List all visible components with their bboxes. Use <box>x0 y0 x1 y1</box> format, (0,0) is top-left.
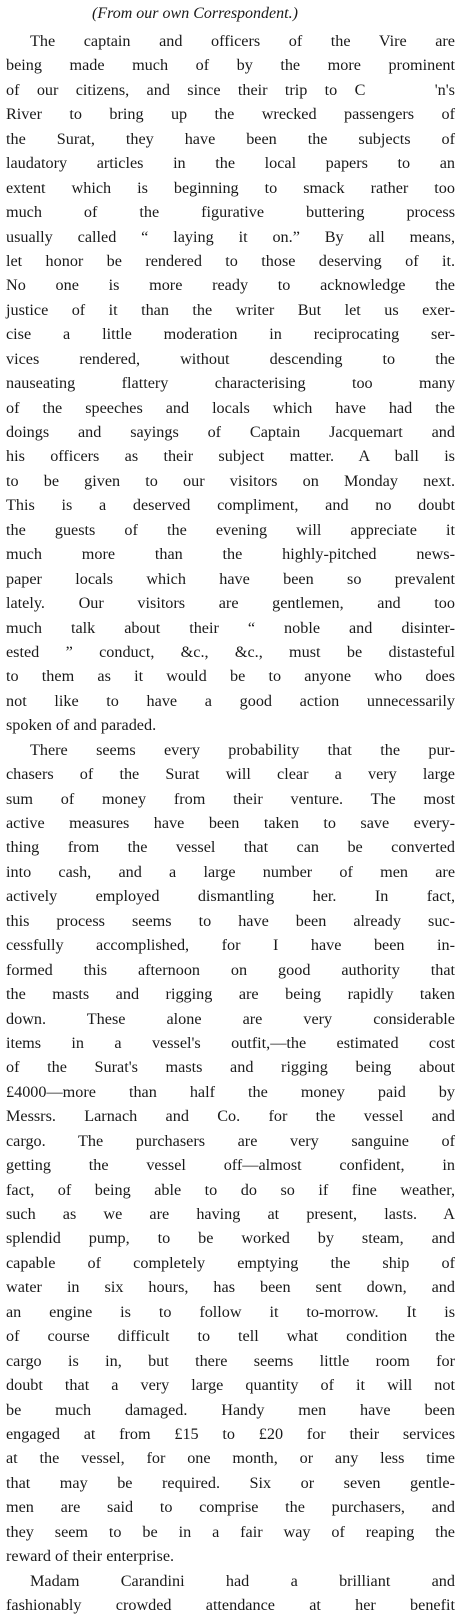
text-line: they seem to be in a fair way of reaping the <box>6 1522 455 1541</box>
text-line: much talk about their “ noble and disinter- <box>6 618 455 637</box>
text-line: There seems every probability that the pur- <box>30 740 455 759</box>
text-line: cargo is in, but there seems little room for <box>6 1351 455 1370</box>
text-line: cessfully accomplished, for I have been in- <box>6 936 455 955</box>
text-line: capable of completely emptying the ship of <box>6 1253 455 1272</box>
text-line: fact, of being able to do so if fine weather, <box>6 1180 455 1199</box>
text-line: The captain and officers of the Vire are <box>30 32 455 50</box>
text-line: sum of money from their venture. The most <box>6 789 455 808</box>
text-line: to be given to our visitors on Monday next. <box>6 471 455 490</box>
text-line: paper locals which have been so prevalent <box>6 569 455 588</box>
text-line: cise a little moderation in reciprocating ser- <box>6 325 455 344</box>
text-line: of course difficult to tell what condition the <box>6 1327 455 1346</box>
paragraph <box>6 29 455 738</box>
text-line: actively employed dismantling her. In fact, <box>6 887 455 906</box>
text-line: of the Surat's masts and rigging being about <box>6 1058 455 1077</box>
text-line: the masts and rigging are being rapidly taken <box>6 985 455 1004</box>
text-line: not like to have a good action unnecessarily <box>6 691 455 710</box>
text-line: down. These alone are very considerable <box>6 1009 455 1028</box>
text-line: this process seems to have been already suc- <box>6 911 455 930</box>
text-line: extent which is beginning to smack rather too <box>6 178 455 197</box>
text-line: fashionably crowded attendance at her benefit <box>6 1596 455 1614</box>
text-line: vices rendered, without descending to the <box>6 349 455 368</box>
text-line: spoken of and paraded. <box>6 716 157 735</box>
text-line: at the vessel, for one month, or any less time <box>6 1449 455 1468</box>
text-line: getting the vessel off—almost confident, in <box>6 1156 455 1175</box>
paragraph <box>6 738 455 1569</box>
text-line: items in a vessel's outfit,—the estimated cost <box>6 1033 455 1052</box>
text-line: reward of their enterprise. <box>6 1547 175 1566</box>
text-line: Messrs. Larnach and Co. for the vessel and <box>6 1107 455 1126</box>
paragraph <box>6 1569 455 1617</box>
correspondent-header: (From our own Correspondent.) <box>92 5 298 22</box>
text-line: that may be required. Six or seven gentle- <box>6 1473 455 1492</box>
text-line: £4000—more than half the money paid by <box>6 1082 455 1101</box>
text-line: an engine is to follow it to-morrow. It is <box>6 1302 455 1321</box>
text-line: doings and sayings of Captain Jacquemart and <box>6 423 455 441</box>
text-line: to them as it would be to anyone who does <box>6 667 455 686</box>
text-line: usually called “ laying it on.” By all means, <box>6 227 455 246</box>
text-line: cargo. The purchasers are very sanguine of <box>6 1131 455 1150</box>
text-line: This is a deserved compliment, and no doubt <box>6 496 455 515</box>
text-line: into cash, and a large number of men are <box>6 862 455 881</box>
text-line: engaged at from £15 to £20 for their services <box>6 1424 455 1443</box>
text-line: of the speeches and locals which have had the <box>6 398 455 417</box>
text-line: nauseating flattery characterising too many <box>6 374 455 393</box>
text-line: the Surat, they have been the subjects of <box>6 129 455 148</box>
text-line: justice of it than the writer But let us exer- <box>6 300 455 319</box>
text-line: his officers as their subject matter. A ball is <box>6 447 455 466</box>
text-line: being made much of by the more prominent <box>6 56 455 75</box>
text-line: active measures have been taken to save every- <box>6 814 455 832</box>
text-line: chasers of the Surat will clear a very large <box>6 765 455 784</box>
article-body <box>6 29 455 1617</box>
text-line: laudatory articles in the local papers to an <box>6 154 455 173</box>
text-line: doubt that a very large quantity of it will not <box>6 1376 455 1395</box>
text-line: formed this afternoon on good authority that <box>6 960 455 979</box>
text-line: Madam Carandini had a brilliant and <box>30 1571 455 1590</box>
text-line: men are said to comprise the purchasers, and <box>6 1498 455 1517</box>
text-line: such as we are having at present, lasts. A <box>6 1205 455 1223</box>
text-line: water in six hours, has been sent down, and <box>6 1278 455 1297</box>
text-line: River to bring up the wrecked passengers of <box>6 105 455 124</box>
text-line: ested ” conduct, &c., &c., must be distasteful <box>6 642 455 661</box>
text-line: let honor be rendered to those deserving of it. <box>6 251 455 270</box>
text-line: much of the figurative buttering process <box>6 203 455 222</box>
text-line: much more than the highly-pitched news- <box>6 545 455 564</box>
text-line: No one is more ready to acknowledge the <box>6 276 455 295</box>
text-line: thing from the vessel that can be converted <box>6 838 455 857</box>
text-line: splendid pump, to be worked by steam, and <box>6 1229 455 1248</box>
text-line: be much damaged. Handy men have been <box>6 1400 455 1419</box>
text-line: the guests of the evening will appreciate it <box>6 520 455 539</box>
text-line: of our citizens, and since their trip to C 'n's <box>6 80 455 99</box>
text-line: lately. Our visitors are gentlemen, and too <box>6 594 455 613</box>
